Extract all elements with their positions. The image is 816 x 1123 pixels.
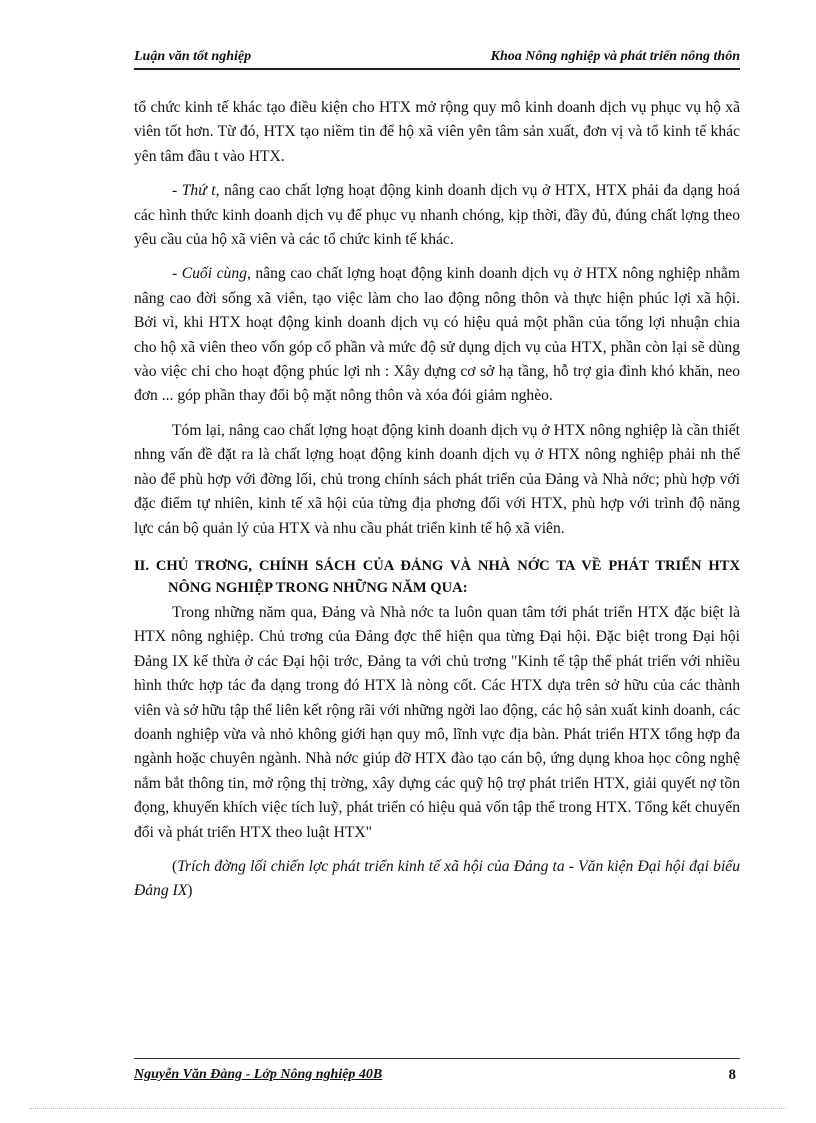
paragraph-finally-lead: - Cuối cùng [172, 265, 247, 283]
footer-author: Nguyễn Văn Đàng - Lớp Nông nghiệp 40B [134, 1067, 383, 1082]
body-text [134, 96, 740, 914]
paragraph-summary: Tóm lại, nâng cao chất lợng hoạt động kinh doanh dịch vụ ở HTX nông nghiệp là cần thiết nhng vấn đề đặt ra là chất lợng hoạt động kinh doanh dịch vụ ở HTX nông nghiệp phải nh thế nào để phù hợp với đờng lối, chủ trong chính sách phát triển của Đảng và Nhà nớc; phù hợp với đặc điểm tự nhiên, kinh tế xã hội của từng địa phơng đối với HTX, phù hợp với trình độ năng lực cán bộ quản lý của HTX và nhu cầu phát triển kinh tế hộ xã viên. [134, 421, 740, 537]
paragraph-finally-text: , nâng cao chất lợng hoạt động kinh doanh dịch vụ ở HTX nông nghiệp nhằm nâng cao đời sống xã viên, tạo việc làm cho lao động nông thôn và thực hiện phúc lợi xã hội. Bởi vì, khi HTX hoạt động kinh doanh dịch vụ có hiệu quả một phần của tổng lợi nhuận chia cho hộ xã viên theo vốn góp cổ phần và mức độ sử dụng dịch vụ của HTX, phần còn lại sẽ dùng vào việc chi cho hoạt động phúc lợi nh : Xây dựng cơ sở hạ tầng, hỗ trợ gia đình khó khăn, neo đơn ... góp phần thay đổi bộ mặt nông thôn và xóa đói giảm nghèo. [134, 265, 740, 405]
citation-open: ( [172, 857, 178, 875]
header-thesis-label: Luận văn tốt nghiệp [134, 49, 252, 64]
paragraph-fourth-lead: - Thứ t, [172, 182, 220, 200]
paragraph-finally [134, 262, 740, 408]
citation-text: Trích đờng lối chiến lợc phát triển kinh tế xã hội của Đảng ta - Văn kiện Đại hội đại biểu Đảng IX [134, 857, 740, 900]
paragraph-policy: Trong những năm qua, Đảng và Nhà nớc ta luôn quan tâm tới phát triển HTX đặc biệt là HTX nông nghiệp. Chủ trơng của Đảng đợc thể hiện qua từng Đại hội. Đặc biệt trong Đại hội Đảng IX kế thừa ở các Đại hội trớc, Đảng ta với chủ trơng "Kinh tế tập thể phát triển với nhiều hình thức hợp tác đa dạng trong đó HTX là nòng cốt. Các HTX dựa trên sở hữu của các thành viên và sở hữu tập thể liên kết rộng rãi với những ngời lao động, các hộ sản xuất kinh doanh, các doanh nghiệp vừa và nhỏ không giới hạn quy mô, lĩnh vực địa bàn. Phát triển HTX tổng hợp đa ngành hoặc chuyên ngành. Nhà nớc giúp đỡ HTX đào tạo cán bộ, ứng dụng khoa học công nghệ nắm bắt thông tin, mở rộng thị trờng, xây dựng các quỹ hộ trợ phát triển HTX, giải quyết nợ tồn đọng, khuyến khích việc tích luỹ, phát triển có hiệu quả vốn tập thể trong HTX. Tổng kết chuyển đổi và phát triển HTX theo luật HTX" [134, 603, 740, 841]
section-heading: II. CHỦ TRƠNG, CHÍNH SÁCH CỦA ĐẢNG VÀ NHÀ NỚC TA VỀ PHÁT TRIỂN HTX NÔNG NGHIỆP TRONG NHỮNG NĂM QUA: [134, 557, 740, 596]
page-number: 8 [728, 1067, 736, 1083]
page-header [134, 48, 740, 70]
header-faculty-label: Khoa Nông nghiệp và phát triển nông thôn [490, 49, 740, 64]
paragraph-fourth [134, 179, 740, 252]
paragraph-continuation: tổ chức kinh tế khác tạo điều kiện cho HTX mở rộng quy mô kinh doanh dịch vụ phục vụ hộ xã viên tốt hơn. Từ đó, HTX tạo niềm tin để hộ xã viên yên tâm sản xuất, đơn vị và tổ kinh tế khác yên tâm đầu t vào HTX. [134, 99, 740, 165]
paragraph-fourth-text: nâng cao chất lợng hoạt động kinh doanh dịch vụ ở HTX, HTX phải đa dạng hoá các hình thức kinh doanh dịch vụ để phục vụ nhanh chóng, kịp thời, đầy đủ, đúng chất lợng theo yêu cầu của hộ xã viên và các tổ chức kinh tế khác. [134, 182, 740, 249]
paragraph-citation [134, 855, 740, 904]
bottom-dotted-rule [30, 1108, 786, 1109]
citation-close: ) [187, 882, 193, 900]
page-footer [134, 1058, 740, 1085]
